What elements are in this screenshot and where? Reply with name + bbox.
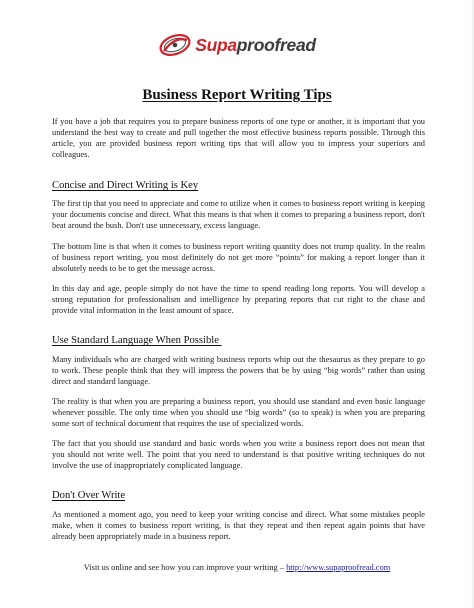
paragraph-standard-3: The fact that you should use standard and basic words when you write a business report does not mean that you should not write well. The point that you need to understand is that positive writing techniques do not involve the use of inappropriately complicated language. bbox=[52, 439, 425, 470]
section-heading-standard-language: Use Standard Language When Possible bbox=[52, 335, 222, 346]
paragraph-concise-3: In this day and age, people simply do not have the time to spend reading long reports. You will develop a strong reputation for professionalism and intelligence by preparing reports that cut right to the chase and provide vital information in the least amount of space. bbox=[52, 284, 425, 315]
logo-text-part1: Supa bbox=[195, 34, 237, 55]
footer bbox=[0, 563, 474, 572]
intro-paragraph: If you have a job that requires you to prepare business reports of one type or another, it is important that you understand the best way to create and pull together the most effective business reports possible. Through this article, you are provided business report writing tips that will allow you to impress your superiors and colleagues. bbox=[52, 117, 425, 159]
section-heading-concise: Concise and Direct Writing is Key bbox=[52, 180, 199, 191]
logo-wordmark bbox=[195, 35, 316, 56]
paragraph-standard-1: Many individuals who are charged with writing business reports whip out the thesaurus as they prepare to go to work. These people think that they will impress the powers that be by using “big words” rather than using direct and standard language. bbox=[52, 355, 425, 386]
logo-inner bbox=[158, 32, 316, 58]
logo-text-part2: proofread bbox=[236, 34, 316, 55]
document-title: Business Report Writing Tips bbox=[142, 87, 332, 103]
paragraph-standard-2: The reality is that when you are preparing a business report, you should use standard and even basic language whenever possible. The only time when you should use “big words” (so to speak) is when you are preparing some sort of technical document that requires the use of specialized words. bbox=[52, 397, 425, 428]
paragraph-concise-2: The bottom line is that when it comes to business report writing quantity does not trump quality. In the realm of business report writing, you most definitely do not get more “points” for making a report longer than it absolutely needs to be to get the message across. bbox=[52, 242, 425, 273]
logo bbox=[0, 30, 474, 60]
paragraph-concise-1: The first tip that you need to appreciate and come to utilize when it comes to business report writing is keeping your documents concise and direct. What this means is that when it comes to preparing a business report, don't beat around the bush. Don't use unnecessary, excess language. bbox=[52, 199, 425, 230]
section-heading-dont-over-write: Don't Over Write bbox=[52, 490, 126, 501]
paragraph-over-write-1: As mentioned a moment ago, you need to keep your writing concise and direct. What some mistakes people make, when it comes to business report writing, is that they repeat and then repeat again points that have already been appropriately made in a business report. bbox=[52, 510, 425, 541]
website-link[interactable]: http://www.supaproofread.com bbox=[286, 563, 391, 572]
footer-text: Visit us online and see how you can improve your writing – bbox=[83, 563, 287, 572]
swirl-logo-icon bbox=[158, 32, 192, 58]
